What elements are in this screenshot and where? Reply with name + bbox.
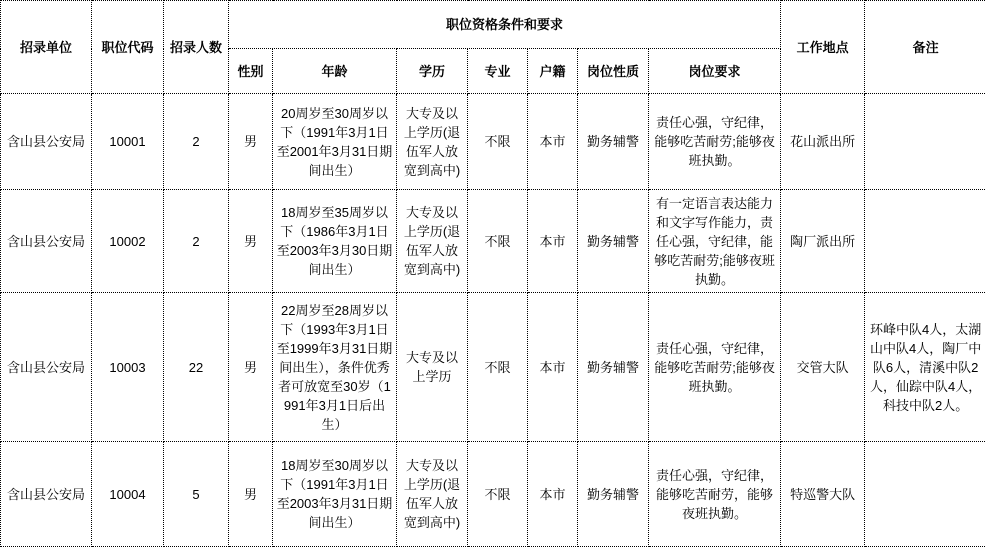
cell-gender: 男: [229, 293, 273, 442]
cell-location: 陶厂派出所: [781, 190, 865, 293]
cell-gender: 男: [229, 94, 273, 190]
header-household: 户籍: [528, 49, 578, 94]
cell-unit: 含山县公安局: [1, 190, 92, 293]
cell-unit: 含山县公安局: [1, 442, 92, 547]
cell-requirements: 有一定语言表达能力和文字写作能力，责任心强，守纪律，能够吃苦耐劳;能够夜班执勤。: [649, 190, 781, 293]
cell-count: 5: [164, 442, 229, 547]
cell-position-type: 勤务辅警: [578, 94, 649, 190]
cell-household: 本市: [528, 94, 578, 190]
table-body: [1, 94, 986, 547]
cell-education: 大专及以上学历(退伍军人放宽到高中): [397, 190, 468, 293]
cell-notes: [865, 442, 986, 547]
cell-requirements: 责任心强，守纪律，能够吃苦耐劳;能够夜班执勤。: [649, 293, 781, 442]
cell-count: 2: [164, 94, 229, 190]
cell-gender: 男: [229, 190, 273, 293]
cell-requirements: 责任心强，守纪律，能够吃苦耐劳;能够夜班执勤。: [649, 94, 781, 190]
cell-education: 大专及以上学历: [397, 293, 468, 442]
cell-household: 本市: [528, 442, 578, 547]
cell-notes: [865, 190, 986, 293]
cell-notes: [865, 94, 986, 190]
cell-position-type: 勤务辅警: [578, 293, 649, 442]
cell-age: 22周岁至28周岁以下（1993年3月1日至1999年3月31日期间出生），条件优秀者可放宽至30岁（1991年3月1日后出生）: [273, 293, 397, 442]
header-row-top: [1, 1, 986, 49]
header-major: 专业: [468, 49, 528, 94]
cell-major: 不限: [468, 190, 528, 293]
cell-age: 18周岁至35周岁以下（1986年3月1日至2003年3月30日期间出生）: [273, 190, 397, 293]
header-count: 招录人数: [164, 1, 229, 94]
cell-age: 18周岁至30周岁以下（1991年3月1日至2003年3月31日期间出生）: [273, 442, 397, 547]
header-gender: 性别: [229, 49, 273, 94]
header-age: 年龄: [273, 49, 397, 94]
cell-position-type: 勤务辅警: [578, 190, 649, 293]
cell-code: 10003: [92, 293, 164, 442]
header-qualification-group: 职位资格条件和要求: [229, 1, 781, 49]
cell-major: 不限: [468, 442, 528, 547]
header-unit: 招录单位: [1, 1, 92, 94]
cell-location: 交管大队: [781, 293, 865, 442]
cell-count: 2: [164, 190, 229, 293]
cell-count: 22: [164, 293, 229, 442]
header-position-type: 岗位性质: [578, 49, 649, 94]
header-location: 工作地点: [781, 1, 865, 94]
cell-location: 花山派出所: [781, 94, 865, 190]
cell-education: 大专及以上学历(退伍军人放宽到高中): [397, 94, 468, 190]
table-row: [1, 94, 986, 190]
table-row: [1, 293, 986, 442]
cell-gender: 男: [229, 442, 273, 547]
cell-location: 特巡警大队: [781, 442, 865, 547]
cell-unit: 含山县公安局: [1, 94, 92, 190]
table-row: [1, 190, 986, 293]
cell-major: 不限: [468, 94, 528, 190]
cell-major: 不限: [468, 293, 528, 442]
table-row: [1, 442, 986, 547]
cell-age: 20周岁至30周岁以下（1991年3月1日至2001年3月31日期间出生）: [273, 94, 397, 190]
header-education: 学历: [397, 49, 468, 94]
cell-household: 本市: [528, 190, 578, 293]
cell-requirements: 责任心强，守纪律，能够吃苦耐劳，能够夜班执勤。: [649, 442, 781, 547]
header-requirements: 岗位要求: [649, 49, 781, 94]
cell-position-type: 勤务辅警: [578, 442, 649, 547]
cell-unit: 含山县公安局: [1, 293, 92, 442]
table-header: [1, 1, 986, 94]
cell-notes: 环峰中队4人，太湖山中队4人，陶厂中队6人，清溪中队2人，仙踪中队4人，科技中队2人。: [865, 293, 986, 442]
cell-household: 本市: [528, 293, 578, 442]
cell-code: 10002: [92, 190, 164, 293]
header-notes: 备注: [865, 1, 986, 94]
cell-education: 大专及以上学历(退伍军人放宽到高中): [397, 442, 468, 547]
cell-code: 10001: [92, 94, 164, 190]
header-code: 职位代码: [92, 1, 164, 94]
cell-code: 10004: [92, 442, 164, 547]
